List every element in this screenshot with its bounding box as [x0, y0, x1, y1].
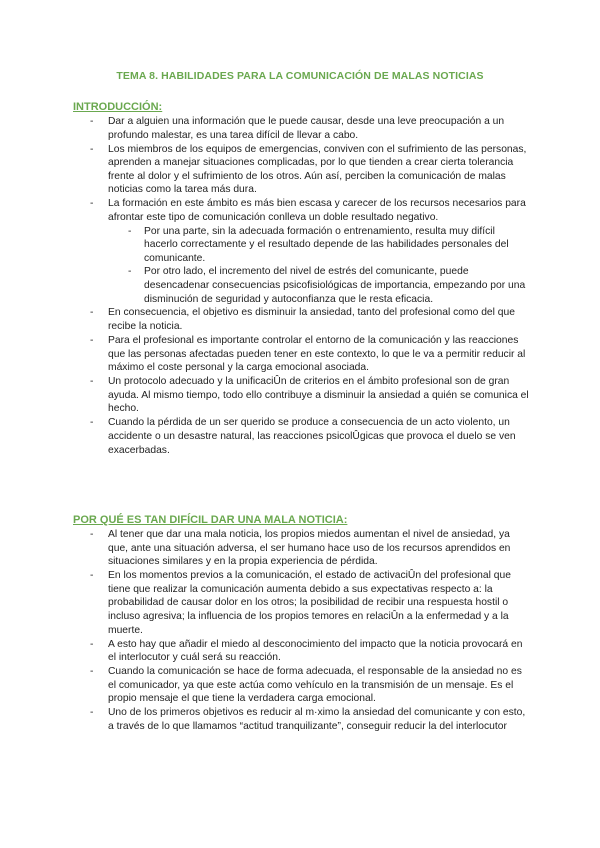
- list-item: - Al tener que dar una mala noticia, los propios miedos aumentan el nivel de ansiedad, ya que, ante una situación adversa, el ser humano hace uso de los recursos aprendidos en situaciones similares y en la propia experiencia de pérdida.: [90, 528, 530, 569]
- list-item: - Cuando la pérdida de un ser querido se produce a consecuencia de un acto violento, un accidente o un desastre natural, las reacciones psicolÛgicas que provoca el duelo se ven exacerbadas.: [90, 416, 530, 457]
- section-heading-por-que: POR QUÉ ES TAN DIFÍCIL DAR UNA MALA NOTICIA:: [73, 514, 348, 526]
- list-item-text: La formación en este ámbito es más bien escasa y carecer de los recursos necesarios para afrontar este tipo de comunicación conlleva un doble resultado negativo.: [108, 198, 526, 223]
- sublist-item: - Por otro lado, el incremento del nivel de estrés del comunicante, puede desencadenar consecuencias psicofisiológicas de importancia, empezando por una disminución de seguridad y autoconfianza que le resta eficacia.: [108, 265, 530, 306]
- list-item: - En consecuencia, el objetivo es disminuir la ansiedad, tanto del profesional como del que recibe la noticia.: [90, 306, 530, 333]
- section-list-introduccion: [90, 115, 530, 458]
- list-item: - Uno de los primeros objetivos es reducir al m·ximo la ansiedad del comunicante y con esto, a través de lo que llamamos “actitud tranquilizante”, conseguir reducir la del interlocutor: [90, 706, 530, 733]
- sublist-item: - Por una parte, sin la adecuada formación o entrenamiento, resulta muy difícil hacerlo correctamente y el resultado depende de las habilidades personales del comunicante.: [108, 225, 530, 266]
- sublist: [108, 225, 530, 307]
- list-item: [90, 197, 530, 306]
- section-heading-introduccion: INTRODUCCIÓN:: [73, 101, 163, 113]
- document-title: TEMA 8. HABILIDADES PARA LA COMUNICACIÓN DE MALAS NOTICIAS: [116, 70, 484, 82]
- list-item: - A esto hay que añadir el miedo al desconocimiento del impacto que la noticia provocará en el interlocutor y cuál será su reacción.: [90, 638, 530, 665]
- list-item: - Para el profesional es importante controlar el entorno de la comunicación y las reacciones que las personas afectadas pueden tener en este contexto, lo que le va a permitir reducir al máximo el coste personal y la carga emocional asociada.: [90, 334, 530, 375]
- list-item: - En los momentos previos a la comunicación, el estado de activaciÛn del profesional que tiene que realizar la comunicación aumenta debido a sus expectativas respecto a: la probabilidad de causar dolor en los otros; la posibilidad de recibir una respuesta hostil o incluso agresiva; la influencia de los propios temores en relaciÛn a la enfermedad y a la muerte.: [90, 569, 530, 637]
- section-list-por-que: [90, 528, 530, 734]
- list-item: - Dar a alguien una información que le puede causar, desde una leve preocupación a un profundo malestar, es una tarea difícil de llevar a cabo.: [90, 115, 530, 142]
- list-item: - Cuando la comunicación se hace de forma adecuada, el responsable de la ansiedad no es el comunicador, ya que este actúa como vehículo en la transmisión de un mensaje. Es el propio mensaje el que tiene la verdadera carga emocional.: [90, 665, 530, 706]
- list-item: - Los miembros de los equipos de emergencias, conviven con el sufrimiento de las personas, aprenden a manejar situaciones complicadas, por lo que tienden a crear cierta tolerancia frente al dolor y el sufrimiento de los otros. Aún así, perciben la comunicación de malas noticias como la tarea más dura.: [90, 143, 530, 197]
- list-item: - Un protocolo adecuado y la unificaciÛn de criterios en el ámbito profesional son de gran ayuda. Al mismo tiempo, todo ello contribuye a disminuir la ansiedad a quién se comunica el hecho.: [90, 375, 530, 416]
